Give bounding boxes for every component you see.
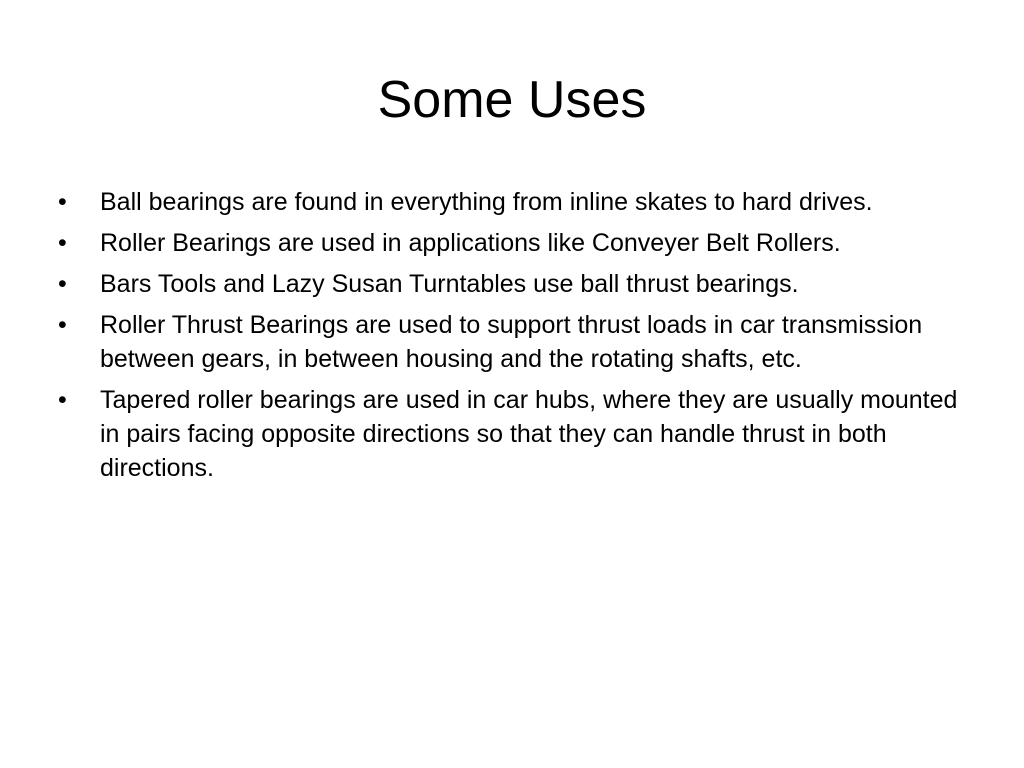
bullet-icon: •: [58, 188, 67, 216]
bullet-text: Roller Bearings are used in applications like Conveyer Belt Rollers.: [100, 229, 841, 257]
bullet-text: Bars Tools and Lazy Susan Turntables use ball thrust bearings.: [100, 270, 799, 298]
bullet-icon: •: [58, 311, 67, 339]
bullet-list: [58, 185, 970, 492]
bullet-text: Ball bearings are found in everything from inline skates to hard drives.: [100, 188, 873, 216]
bullet-icon: •: [58, 386, 67, 414]
bullet-text: Tapered roller bearings are used in car hubs, where they are usually mounted in pairs facing opposite directions so that they can handle thrust in both directions.: [100, 386, 958, 482]
list-item: [58, 308, 970, 376]
bullet-icon: •: [58, 270, 67, 298]
bullet-icon: •: [58, 229, 67, 257]
bullet-text: Roller Thrust Bearings are used to support thrust loads in car transmission between gears, in between housing and the rotating shafts, etc.: [100, 311, 923, 373]
slide-title: Some Uses: [377, 71, 647, 129]
list-item: [58, 185, 970, 219]
list-item: [58, 383, 970, 485]
list-item: [58, 267, 970, 301]
list-item: [58, 226, 970, 260]
